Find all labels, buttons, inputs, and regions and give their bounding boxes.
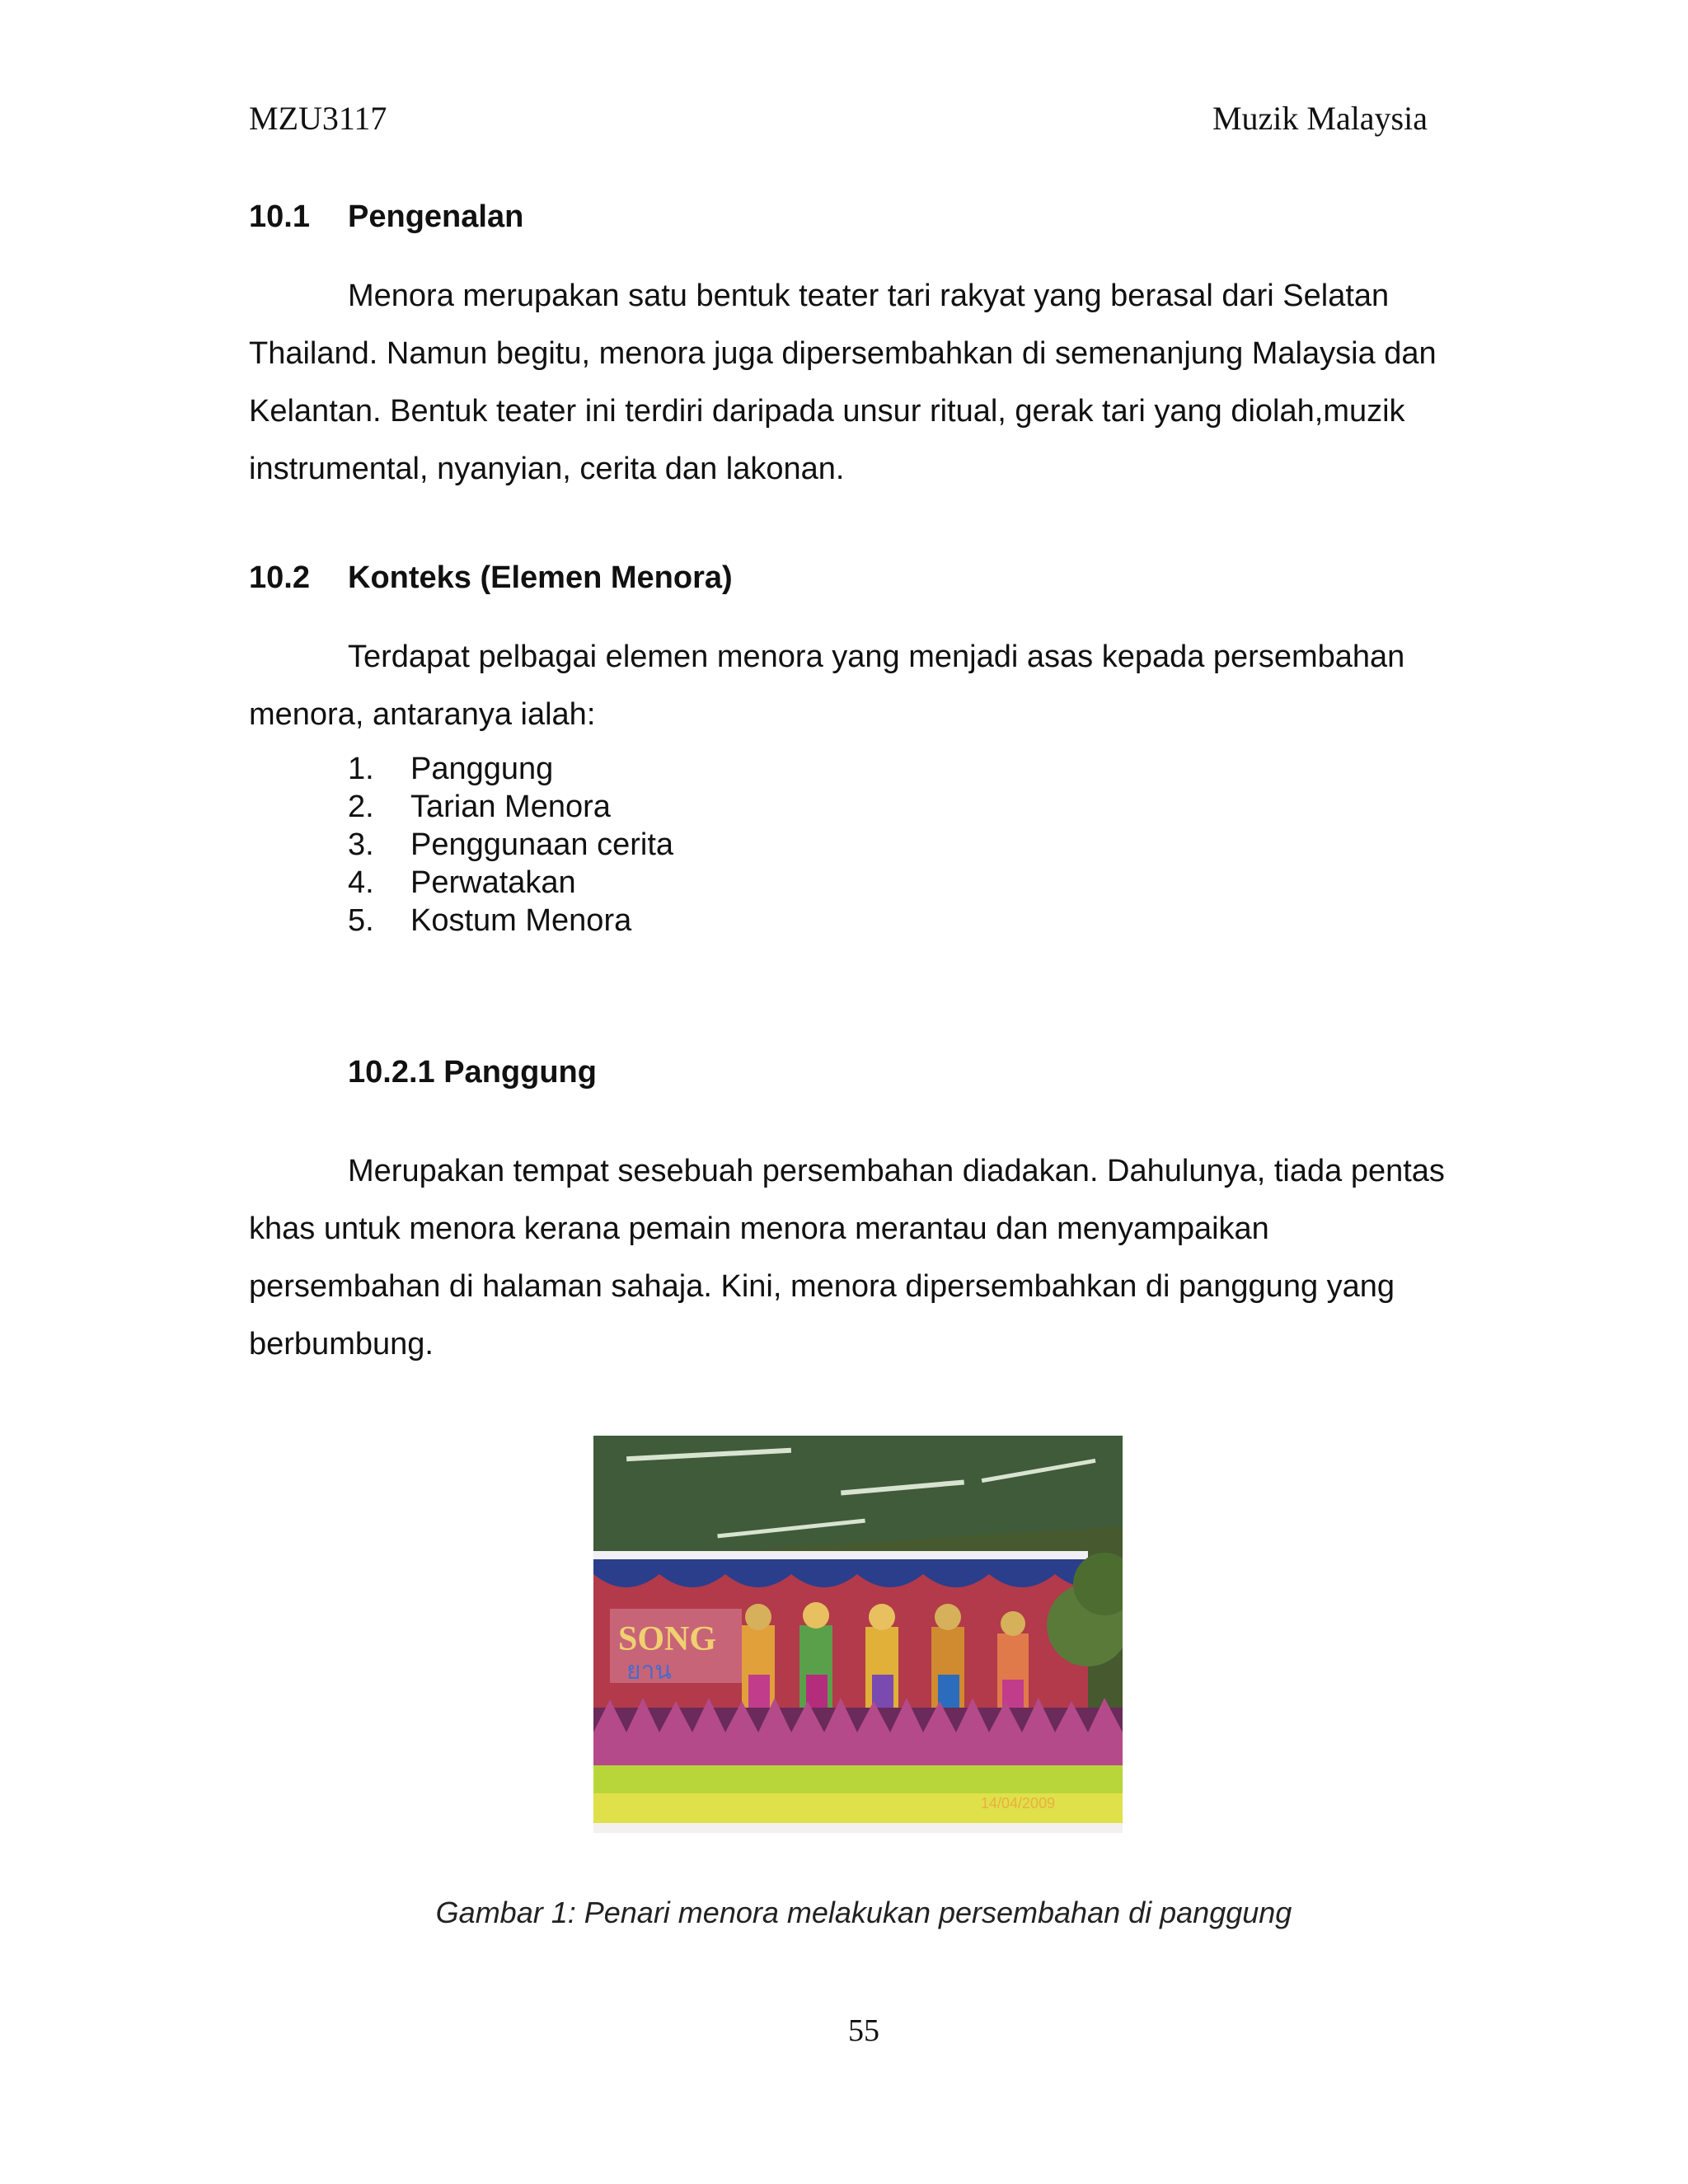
list-item-number: 4. [348, 865, 374, 900]
section-title: Pengenalan [348, 199, 524, 234]
context-paragraph [249, 628, 1461, 743]
list-item-number: 1. [348, 752, 374, 786]
list-item-label: Panggung [410, 752, 554, 786]
context-text: Terdapat pelbagai elemen menora yang menjadi asas kepada persembahan menora, antaranya ialah: [249, 640, 1405, 732]
section-title: Konteks (Elemen Menora) [348, 560, 733, 595]
list-item-number: 5. [348, 903, 374, 938]
figure-caption: Gambar 1: Penari menora melakukan persembahan di panggung [435, 1896, 1292, 1929]
element-list [348, 750, 673, 940]
photo-date-stamp: 14/04/2009 [981, 1795, 1056, 1811]
list-item [348, 864, 673, 902]
list-item [348, 750, 673, 788]
section-heading-10-1 [249, 199, 523, 235]
list-item [348, 826, 673, 864]
section-number: 10.1 [249, 199, 310, 234]
svg-text:ยาน: ยาน [626, 1657, 672, 1685]
list-item-label: Kostum Menora [410, 903, 632, 938]
list-item-label: Perwatakan [410, 865, 576, 900]
list-item-label: Tarian Menora [410, 790, 611, 824]
menora-stage-photo [593, 1436, 1123, 1833]
banner-text: SONG [618, 1620, 717, 1658]
stage-text: Merupakan tempat sesebuah persembahan diadakan. Dahulunya, tiada pentas khas untuk menora kerana pemain menora merantau dan menyampaikan persembahan di halaman sahaja. Kini, menora dipersembahkan di panggung yang berbumbung. [249, 1154, 1445, 1361]
course-title: Muzik Malaysia [1212, 100, 1428, 137]
list-item-label: Penggunaan cerita [410, 827, 674, 862]
section-number: 10.2 [249, 560, 310, 595]
list-item [348, 902, 673, 940]
course-code: MZU3117 [249, 100, 387, 137]
page-number: 55 [848, 2013, 879, 2048]
intro-text: Menora merupakan satu bentuk teater tari rakyat yang berasal dari Selatan Thailand. Namun begitu, menora juga dipersembahkan di semenanjung Malaysia dan Kelantan. Bentuk teater ini terdiri daripada unsur ritual, gerak tari yang diolah,muzik instrumental, nyanyian, cerita dan lakonan. [249, 279, 1437, 486]
list-item-number: 2. [348, 790, 374, 824]
list-item-number: 3. [348, 827, 374, 862]
list-item [348, 788, 673, 826]
stage-paragraph [249, 1142, 1461, 1373]
section-heading-10-2 [249, 560, 733, 596]
intro-paragraph [249, 267, 1461, 498]
subsection-heading-10-2-1: 10.2.1 Panggung [348, 1055, 597, 1090]
